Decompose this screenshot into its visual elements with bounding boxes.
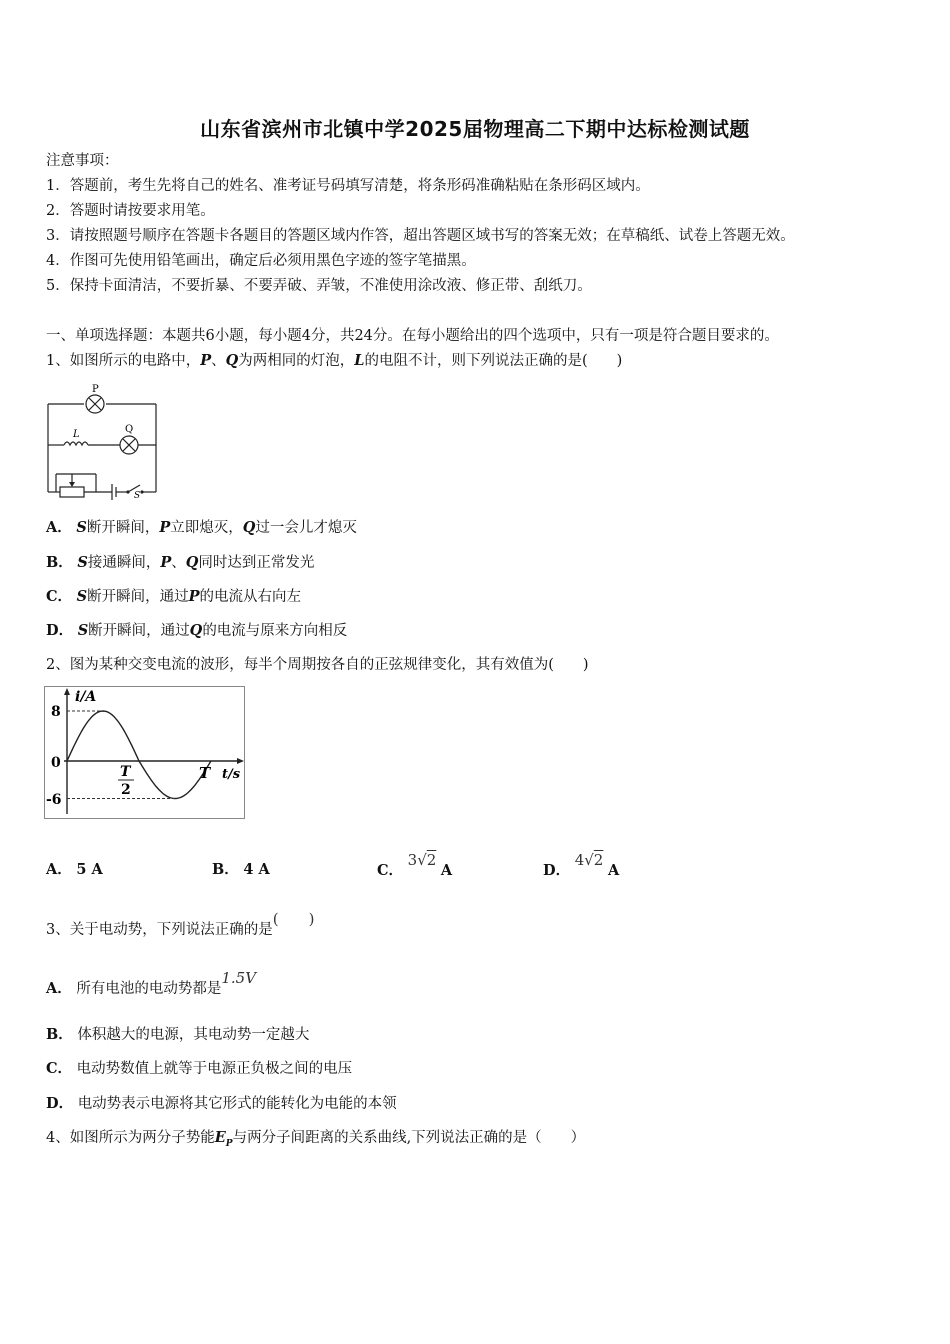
tick-minus-6: -6 (46, 792, 62, 808)
question-1-option-a: A． S断开瞬间，P立即熄灭，Q过一会儿才熄灭 (46, 519, 357, 536)
notice-item-1: 1．答题前，考生先将自己的姓名、准考证号码填写清楚，将条形码准确粘贴在条形码区域内。 (46, 178, 650, 194)
notice-item-4: 4．作图可先使用铅笔画出，确定后必须用黑色字迹的签字笔描黑。 (46, 253, 476, 269)
label-P: P (92, 384, 99, 395)
section-heading: 一、单项选择题：本题共6小题，每小题4分，共24分。在每小题给出的四个选项中，只有一项是符合题目要求的。 (46, 328, 779, 344)
question-1-option-b: B． S接通瞬间，P、Q同时达到正常发光 (46, 554, 315, 571)
question-3-option-a: A． 所有电池的电动势都是1.5V (46, 969, 257, 997)
question-2-stem: 2、图为某种交变电流的波形，每半个周期按各自的正弦规律变化，其有效值为( ) (46, 657, 589, 673)
question-2-option-d: D． 4√2 A (543, 851, 620, 879)
question-3-option-c: C． 电动势数值上就等于电源正负极之间的电压 (46, 1060, 353, 1077)
question-4-stem: 4、如图所示为两分子势能$E_P$与两分子间距离的关系曲线,下列说法正确的是（ ） (46, 1129, 586, 1149)
tick-0: 0 (51, 755, 61, 771)
question-1-stem: 1、如图所示的电路中，P、Q为两相同的灯泡，L的电阻不计，则下列说法正确的是( ) (46, 352, 623, 369)
label-L: L (73, 429, 80, 440)
question-1-circuit-diagram (44, 378, 162, 500)
tick-T: T (199, 764, 211, 782)
notice-item-2: 2．答题时请按要求用笔。 (46, 203, 215, 219)
series-first-half (67, 711, 139, 761)
notice-heading: 注意事项： (46, 153, 119, 169)
label-Q: Q (125, 424, 134, 435)
notice-item-5: 5．保持卡面清洁，不要折暴、不要弄破、弄皱，不准使用涂改液、修正带、刮纸刀。 (46, 278, 592, 294)
radical-expression: 4√2 (574, 851, 604, 869)
notice-item-3: 3．请按照题号顺序在答题卡各题目的答题区域内作答，超出答题区域书写的答案无效；在草稿纸、试卷上答题无效。 (46, 228, 795, 244)
answer-blank: ( ) (272, 910, 315, 928)
question-1-option-d: D． S断开瞬间，通过Q的电流与原来方向相反 (46, 622, 348, 639)
x-axis-label: t/s (222, 767, 241, 782)
tick-T-half-numerator: T (120, 764, 131, 780)
y-axis-label: i/A (75, 689, 97, 705)
question-2-option-b: B． 4 A (212, 861, 270, 878)
question-1-option-c: C． S断开瞬间，通过P的电流从右向左 (46, 588, 302, 605)
question-2-option-c: C． 3√2 A (377, 851, 453, 879)
page-title: 山东省滨州市北镇中学2025届物理高二下期中达标检测试题 (200, 117, 750, 141)
question-2-waveform-chart (44, 686, 246, 820)
question-3-option-d: D． 电动势表示电源将其它形式的能转化为电能的本领 (46, 1095, 397, 1112)
question-3-option-b: B． 体积越大的电源，其电动势一定越大 (46, 1026, 310, 1043)
label-S: S (134, 491, 141, 500)
tick-T-half-denominator: 2 (121, 782, 131, 798)
question-2-option-a: A． 5 A (46, 861, 103, 878)
radical-expression: 3√2 (407, 851, 437, 869)
question-3-stem: 3、关于电动势，下列说法正确的是( ) (46, 910, 315, 938)
tick-8: 8 (51, 704, 61, 720)
